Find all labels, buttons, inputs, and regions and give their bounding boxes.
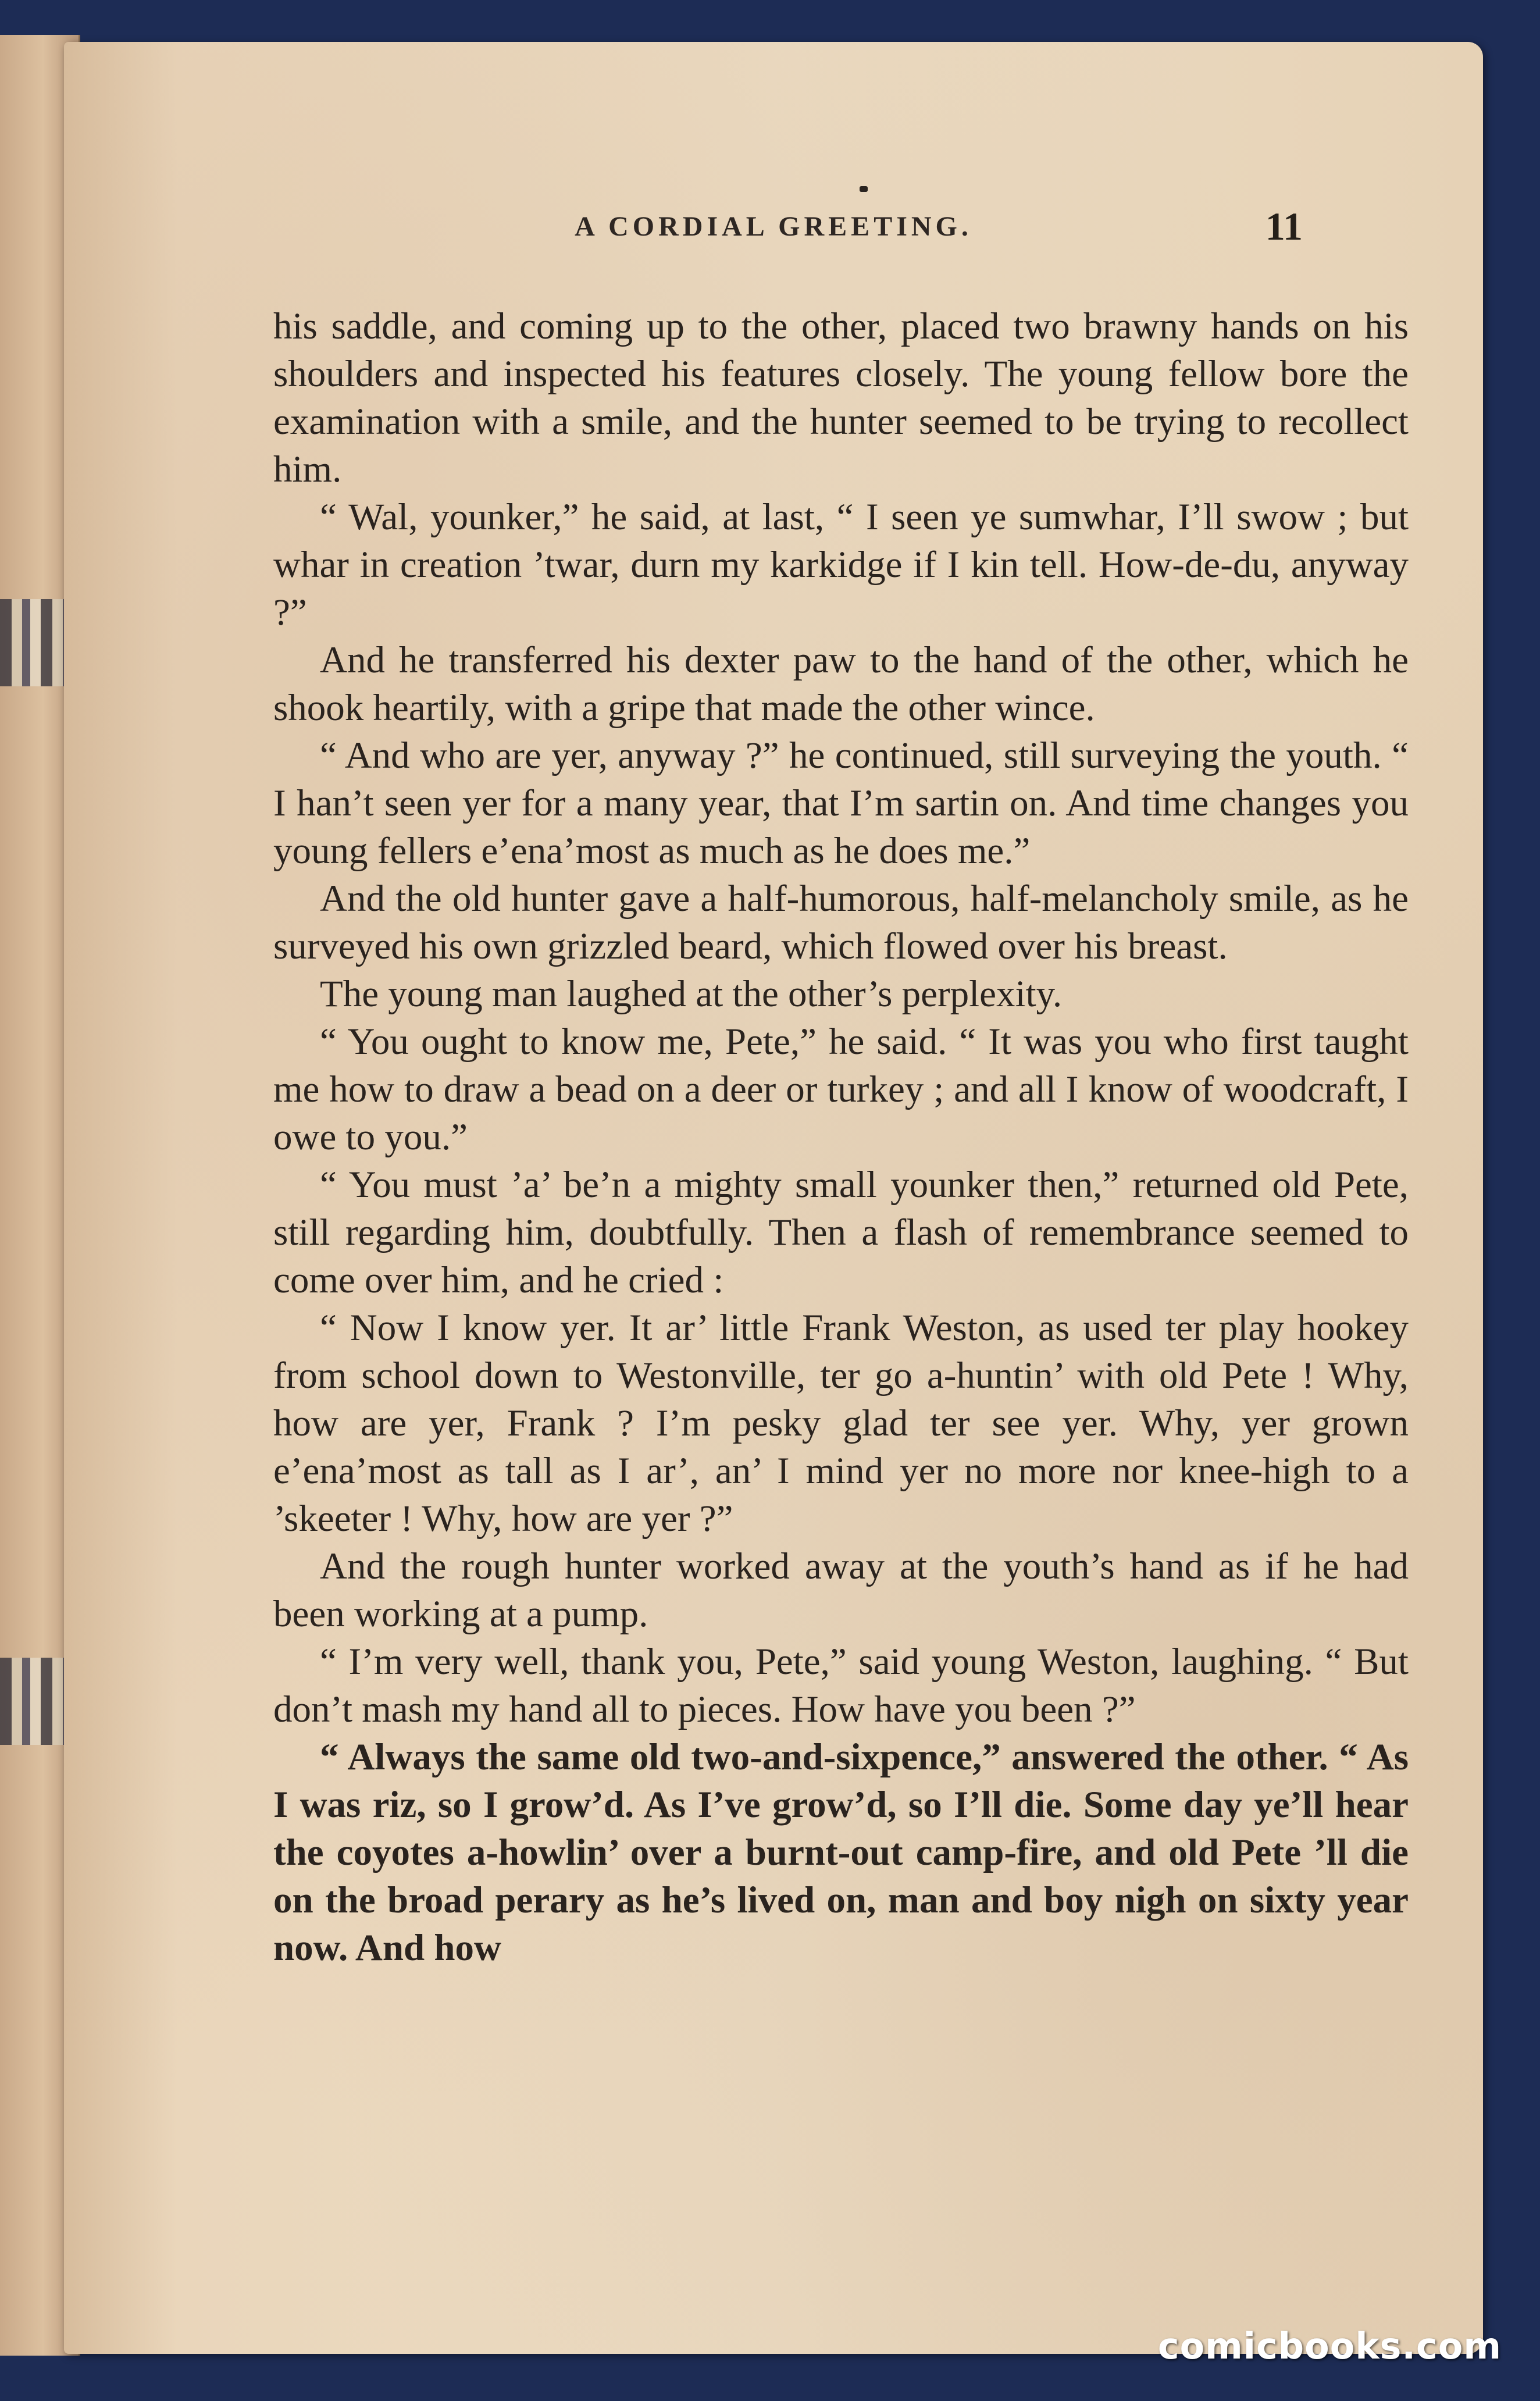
- ornament-dot: [860, 186, 868, 192]
- page-number: 11: [1265, 204, 1303, 248]
- paragraph: “ Wal, younker,” he said, at last, “ I seen ye sumwhar, I’ll swow ; but whar in creation ’twar, durn my karkidge if I kin tell. How-de-du, anyway ?”: [273, 496, 1409, 633]
- paragraph: And the old hunter gave a half-humorous, half-melancholy smile, as he surveyed his own grizzled beard, which flowed over his breast.: [273, 878, 1409, 967]
- paragraph: “ You ought to know me, Pete,” he said. “ It was you who first taught me how to draw a bead on a deer or turkey ; and all I know of woodcraft, I owe to you.”: [273, 1021, 1409, 1158]
- paragraph: “ I’m very well, thank you, Pete,” said young Weston, laughing. “ But don’t mash my hand all to pieces. How have you been ?”: [273, 1641, 1409, 1730]
- running-head: [64, 204, 1483, 257]
- paragraph: The young man laughed at the other’s perplexity.: [320, 973, 1063, 1015]
- paragraph: And he transferred his dexter paw to the hand of the other, which he shook heartily, with a gripe that made the other wince.: [273, 639, 1409, 729]
- paragraph: “ Now I know yer. It ar’ little Frank Weston, as used ter play hookey from school down to Westonville, ter go a-huntin’ with old Pete ! Why, how are yer, Frank ? I’m pesky glad ter see yer. Why, yer grown e’ena’most as tall as I ar’, an’ I mind yer no more nor knee-high to a ’skeeter ! Why, how are yer ?”: [273, 1307, 1409, 1540]
- body-text: [273, 302, 1409, 1972]
- site-watermark: comicbooks.com: [1157, 2325, 1502, 2367]
- book-page: [64, 42, 1483, 2354]
- paragraph: “ You must ’a’ be’n a mighty small younker then,” returned old Pete, still regarding him, doubtfully. Then a flash of remembrance seemed to come over him, and he cried :: [273, 1164, 1409, 1301]
- paragraph: And the rough hunter worked away at the youth’s hand as if he had been working at a pump.: [273, 1545, 1409, 1635]
- chapter-title: A CORDIAL GREETING.: [575, 211, 972, 242]
- paragraph: “ Always the same old two-and-sixpence,” answered the other. “ As I was riz, so I grow’d. As I’ve grow’d, so I’ll die. Some day ye’ll hear the coyotes a-howlin’ over a burnt-out camp-fire, and old Pete ’ll die on the broad perary as he’s lived on, man and boy nigh on sixty year now. And how: [273, 1736, 1409, 1969]
- paragraph: his saddle, and coming up to the other, placed two brawny hands on his shoulders and inspected his features closely. The young fellow bore the examination with a smile, and the hunter seemed to be trying to recollect him.: [273, 305, 1409, 490]
- paragraph: “ And who are yer, anyway ?” he continued, still surveying the youth. “ I han’t seen yer for a many year, that I’m sartin on. And time changes you young fellers e’ena’most as much as he does me.”: [273, 735, 1409, 872]
